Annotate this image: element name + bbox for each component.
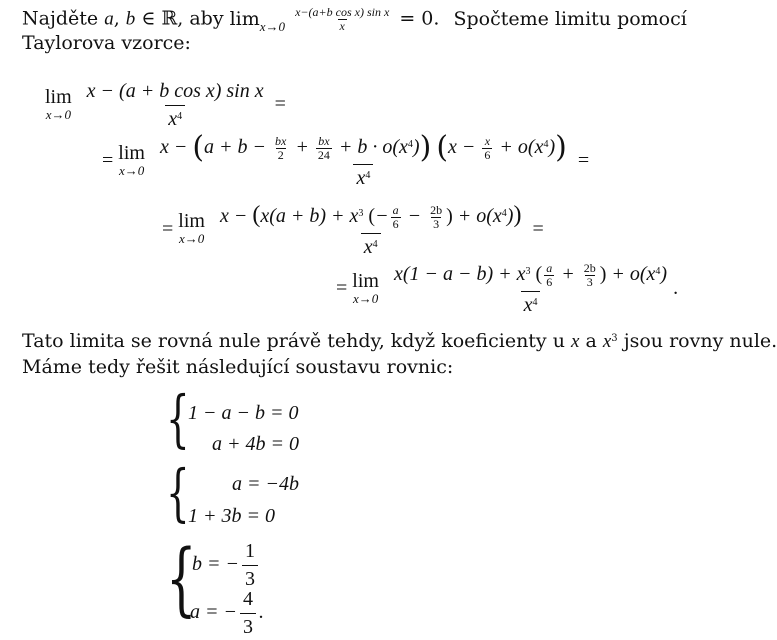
paren-close: ): [419, 130, 432, 165]
system-2-eq-1: a = −4b: [232, 473, 299, 495]
equals-sign: =: [336, 277, 348, 300]
paren-close: ): [513, 202, 522, 228]
paragraph-text: Tato limita se rovná nule právě tehdy, když koeficienty u: [22, 330, 565, 352]
element-of-symbol: ∈: [141, 7, 156, 30]
limit-operator: [45, 85, 72, 124]
num-part: x −: [219, 205, 248, 227]
den-var: x: [356, 166, 366, 189]
sf-den: 6: [546, 275, 553, 289]
system-3-eq-1: [192, 540, 261, 591]
var-b: b: [125, 8, 136, 30]
den-exponent: 4: [365, 169, 371, 181]
paren-close: ): [555, 130, 567, 165]
lim-label: lim: [45, 85, 72, 108]
sf-den: 6: [484, 147, 491, 162]
inline-fraction: [293, 6, 391, 33]
intro-text-spoctemu: Spočteme limitu pomocí: [453, 7, 687, 30]
lim-subscript: x→0: [178, 231, 205, 247]
fraction-denominator: [353, 164, 373, 190]
derivation-row-2: [102, 130, 590, 190]
eq-lhs: a = −: [190, 601, 237, 624]
sf-num: bx: [275, 133, 287, 148]
exponent: 3: [358, 208, 364, 219]
fraction-numerator: [391, 262, 670, 291]
paren-open: (: [436, 130, 449, 165]
paren-open: (: [535, 263, 543, 286]
num-part: x −: [448, 136, 476, 158]
fraction-denominator: 3: [242, 565, 258, 591]
den-var: x: [168, 108, 178, 130]
left-brace: {: [166, 456, 190, 529]
num-part: + o(x: [611, 263, 656, 286]
inline-limit: $\lim_{x\to 0}$: [229, 7, 286, 34]
fraction-numerator: 4: [243, 588, 253, 610]
lim-subscript: x→0: [45, 106, 71, 122]
plus: +: [561, 263, 575, 286]
fraction: [240, 588, 256, 639]
num-part: ): [660, 263, 668, 286]
den-exponent: 4: [532, 297, 538, 308]
num-part: + o(x: [457, 205, 502, 227]
inline-fraction-numerator: x−(a+b cos x) sin x: [295, 5, 390, 19]
equals-zero: = 0.: [399, 7, 440, 30]
system-3-eq-2: [190, 588, 264, 639]
sf-num: 2b: [430, 202, 443, 217]
sf-den: 24: [317, 147, 330, 162]
small-fraction: [316, 135, 332, 162]
paragraph-line-1: [22, 330, 777, 353]
sf-num: a: [392, 202, 399, 217]
sf-den: 3: [433, 216, 440, 231]
fraction-denominator: [521, 291, 541, 317]
sf-num: bx: [318, 133, 330, 148]
eq-lhs: b = −: [192, 553, 239, 576]
sf-den: 6: [392, 216, 399, 231]
lim-label: lim: [118, 141, 145, 164]
derivation-row-4: [336, 262, 678, 317]
equals-sign: =: [274, 93, 286, 116]
sf-num: x: [484, 133, 491, 148]
fraction-denominator: [165, 105, 185, 131]
den-var: x: [363, 235, 373, 258]
num-part: + o(x: [499, 136, 544, 158]
small-fraction: [391, 204, 401, 231]
left-brace: {: [166, 382, 190, 455]
num-part: ): [506, 205, 514, 227]
plus: +: [295, 136, 309, 158]
derivation-row-3: [162, 202, 544, 259]
num-part: ): [548, 136, 556, 158]
fraction-numerator: 1: [245, 540, 255, 562]
num-part: x −: [159, 136, 188, 158]
fraction: [84, 80, 267, 131]
num-part: ): [412, 136, 420, 158]
small-fraction: [544, 262, 554, 289]
paragraph-text: jsou rovny nule.: [623, 330, 777, 352]
equals-sign: =: [577, 149, 590, 172]
period: .: [673, 277, 679, 300]
paragraph-and: a: [585, 330, 597, 352]
fraction: [242, 540, 258, 591]
intro-text-aby: , aby: [177, 7, 224, 30]
fraction-denominator: 3: [240, 613, 256, 639]
derivation-row-1: [45, 80, 286, 131]
paren-open: (: [368, 205, 376, 227]
fraction: [157, 130, 570, 190]
minus: −: [407, 205, 422, 227]
intro-line-2: Taylorova vzorce:: [22, 32, 191, 54]
sf-den: 3: [586, 275, 593, 289]
paren-close: ): [599, 263, 607, 286]
num-part: x(1 − a − b) + x: [393, 263, 526, 286]
system-2-eq-2: 1 + 3b = 0: [188, 505, 275, 527]
num-part: + b · o(x: [338, 136, 408, 158]
lim-subscript: x→0: [118, 162, 145, 178]
var-x: x: [571, 331, 580, 352]
den-var: x: [523, 294, 533, 316]
den-exponent: 4: [177, 111, 183, 122]
lim-label: lim: [178, 210, 205, 233]
intro-text-najdete: Najděte: [22, 7, 99, 30]
period: .: [259, 601, 264, 624]
reals-symbol: ℝ: [161, 7, 178, 30]
paragraph-line-2: Máme tedy řešit následující soustavu rovnic:: [22, 356, 454, 378]
lim-subscript: x→0: [352, 290, 379, 306]
limit-operator: [178, 212, 205, 248]
fraction-numerator: [157, 130, 570, 165]
small-fraction: [273, 135, 288, 162]
limit-operator: [352, 269, 379, 308]
sf-den: 2: [277, 147, 284, 162]
lim-label: lim: [352, 269, 379, 292]
exponent: 4: [501, 208, 507, 219]
minus: −: [375, 205, 389, 227]
paren-open: (: [192, 130, 205, 165]
exponent: 3: [611, 333, 618, 344]
equals-sign: =: [532, 218, 544, 241]
sf-num: a: [546, 261, 553, 275]
left-brace: {: [166, 532, 197, 625]
exponent: 3: [525, 266, 531, 278]
equals-sign: =: [162, 218, 174, 241]
exponent: 4: [543, 139, 549, 150]
limit-operator: [118, 141, 145, 180]
inline-limit-subscript: x→0: [259, 18, 286, 34]
comma: ,: [113, 7, 120, 30]
exponent: 4: [655, 266, 661, 278]
exponent: 4: [407, 139, 413, 150]
system-1-eq-2: a + 4b = 0: [212, 433, 299, 455]
fraction: [217, 202, 525, 259]
intro-line-1: [22, 6, 687, 33]
var-a: a: [104, 8, 114, 30]
num-part: x(a + b) + x: [260, 205, 359, 227]
num-part: a + b −: [204, 136, 267, 158]
small-fraction: [582, 262, 598, 289]
fraction-numerator: x − (a + b cos x) sin x: [86, 80, 264, 102]
fraction: [391, 262, 670, 317]
paren-open: (: [252, 202, 261, 228]
small-fraction: [428, 204, 444, 231]
fraction-denominator: [361, 233, 381, 259]
sf-num: 2b: [583, 261, 596, 275]
small-fraction: [482, 135, 492, 162]
inline-fraction-denominator: x: [339, 19, 345, 33]
equals-sign: =: [102, 149, 114, 172]
paren-close: ): [446, 205, 453, 227]
den-exponent: 4: [372, 238, 378, 250]
fraction-numerator: [217, 202, 525, 233]
system-1-eq-1: 1 − a − b = 0: [188, 402, 299, 424]
var-x: x: [602, 331, 612, 352]
